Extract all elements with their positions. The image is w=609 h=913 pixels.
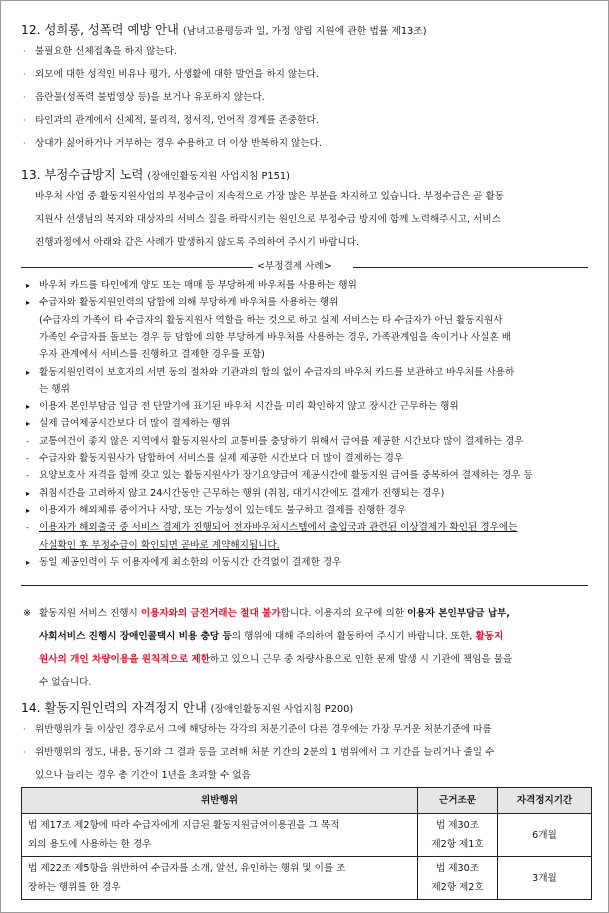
case-item: 실제 급여제공시간보다 더 많이 결제하는 행위 [39,418,231,430]
case-item: 동일 제공인력이 두 이용자에게 최소한의 이동시간 간격없이 결제한 경우 [39,556,342,568]
reference-mark: ※ [23,608,32,619]
divider [21,585,588,586]
case-item: 바우처 카드를 타인에게 양도 또는 매매 등 부당하게 바우처를 사용하는 행위 [39,280,357,291]
case-item: 이용자가 해외출국 중 서비스 결제가 진행되어 전자바우처시스템에서 출입국과 관련된 이상결제가 확인된 경우에는 [39,522,518,534]
case-item-continued: 는 행위 [39,383,70,395]
section-12-heading [21,22,427,40]
list-item: 위반행위가 둘 이상인 경우로서 그에 해당하는 각각의 처분기준이 다른 경우에는 가장 무거운 처분기준에 따름 [35,724,492,735]
list-item: 위반행위의 정도, 내용, 동기와 그 결과 등을 고려해 처분 기간의 2분의 1 범위에서 그 기간을 늘리거나 줄일 수 [35,747,495,758]
case-item-continued: 우자 관계에서 서비스를 진행하고 결제한 경우를 포함) [39,349,265,361]
case-item: 수급자와 활동지원인력의 담합에 의해 부당하게 바우처를 사용하는 행위 [39,297,339,309]
case-item: 요양보호사 자격을 함께 갖고 있는 활동지원사가 장기요양급여 제공시간에 활동지원 급여를 중복하여 결제하는 경우 등 [39,470,533,482]
case-item: 이용자 본인부담금 입금 전 단말기에 표기된 바우처 시간을 미리 확인하지 않고 장시간 근무하는 행위 [39,401,459,413]
column-header: 근거조문 [418,788,498,814]
list-item: 불필요한 신체접촉을 하지 않는다. [35,46,177,57]
triangle-bullet-icon: ▸ [26,419,31,429]
case-item: 이용자가 해외체류 중이거나 사망, 또는 가능성이 있는데도 불구하고 결제를 진행한 경우 [39,504,407,516]
dash-bullet: - [26,454,29,463]
paragraph-line: 지원사 선생님의 복지와 대상자의 서비스 질을 하락시키는 원인으로 부정수급 방지에 함께 노력해주시고, 서비스 [35,214,501,225]
list-bullet: · [23,748,26,757]
list-item: 타인과의 관계에서 신체적, 물리적, 정서적, 언어적 경계를 존중한다. [35,115,319,126]
qualification-suspension-table [21,787,592,900]
list-bullet: · [23,93,26,102]
violation-cell: 법 제17조 제2항에 따라 수급자에게 지급된 활동지원급여이용권을 그 목적 외의 용도에 사용하는 한 경우 [22,814,418,857]
case-item-continued: (수급자의 가족이 타 수급자의 활동지원사 역할을 하는 것으로 하고 실제 서비스는 타 수급자가 아닌 활동지원사 [39,314,503,326]
list-item: 음란물(성폭력 불법영상 등)을 보거나 유포하지 않는다. [35,92,265,103]
period-cell: 6개월 [498,814,592,857]
case-item: 활동지원인력이 보호자의 서면 동의 절차와 기관과의 합의 없이 수급자의 바우처 카드를 보관하고 바우처를 사용하 [39,366,515,378]
triangle-bullet-icon: ▸ [26,557,31,567]
period-cell: 3개월 [498,857,592,900]
triangle-bullet-icon: ▸ [26,281,31,290]
table-row [22,814,592,857]
basis-cell: 법 제30조 제2항 제2호 [418,857,498,900]
violation-cell: 법 제22조 제5항을 위반하여 수급자를 소개, 알선, 유인하는 행위 및 이를 조 장하는 행위를 한 경우 [22,857,418,900]
dash-bullet: - [26,436,29,446]
table-header-row [22,788,592,814]
notice-line: 활동지원 서비스 진행시 이용자와의 금전거래는 절대 불가합니다. 이용자의 요구에 의한 이용자 본인부담금 납부, [39,608,511,619]
dash-bullet: - [26,471,29,481]
case-item-continued: 가족인 수급자를 돌보는 경우 등 담합에 의한 부당하게 바우처를 사용하는 경우, 가족관계임을 속이거나 사실혼 배 [39,331,512,343]
paragraph-line: 진행과정에서 아래와 같은 사례가 발생하지 않도록 주의하여 주시기 바랍니다. [35,237,360,248]
list-bullet: · [23,116,26,125]
list-bullet: · [23,139,26,148]
notice-line: 사회서비스 진행시 장애인콜택시 비용 충당 등의 행위에 대해 주의하여 활동하여 주시기 바랍니다. 또한, 활동지 [39,631,504,642]
list-item: 상대가 싫어하거나 거부하는 경우 수용하고 더 이상 반복하지 않는다. [35,138,322,149]
case-item: 수급자와 활동지원사가 담합하여 서비스를 실제 제공한 시간보다 더 많이 결제하는 경우 [39,453,404,464]
list-bullet: · [23,70,26,79]
triangle-bullet-icon: ▸ [26,298,31,308]
table-row [22,857,592,900]
section-14-ref: (장애인활동지원 사업지침 P200) [210,704,354,715]
section-12-ref: (남녀고용평등과 일, 가정 양립 지원에 관한 법률 제13조) [182,26,427,37]
cases-title: <부정결제 사례> [257,261,332,272]
triangle-bullet-icon: ▸ [26,488,31,498]
list-item: 외모에 대한 성적인 비유나 평가, 사생활에 대한 발언을 하지 않는다. [35,69,319,80]
basis-cell: 법 제30조 제2항 제1호 [418,814,498,857]
paragraph-line: 바우처 사업 중 활동지원사업의 부정수급이 지속적으로 가장 많은 부분을 차지하고 있습니다. 부정수급은 곧 활동 [35,191,505,202]
triangle-bullet-icon: ▸ [26,367,31,377]
column-header: 위반행위 [22,788,418,814]
section-13-ref: (장애인활동지원 사업지침 P151) [147,171,290,182]
notice-line: 수 없습니다. [39,677,92,688]
case-item-continued: 사실확인 후 부정수급이 확인되면 곧바로 계약해지됩니다. [39,539,280,551]
section-14-heading [21,700,353,718]
dash-bullet: - [26,523,29,533]
list-item-continued: 있으나 늘리는 경우 총 기간이 1년을 초과할 수 없음 [35,770,251,781]
section-14-title: 14. 활동지원인력의 자격정지 안내 [21,701,207,715]
list-bullet: · [23,725,26,734]
case-item: 취침시간을 고려하지 않고 24시간동안 근무하는 행위 (취침, 대기시간에도 결제가 진행되는 경우) [39,487,445,499]
divider [21,267,253,268]
triangle-bullet-icon: ▸ [26,505,31,515]
section-12-title: 12. 성희롱, 성폭력 예방 안내 [21,23,179,37]
column-header: 자격정지기간 [498,788,592,814]
triangle-bullet-icon: ▸ [26,402,31,412]
divider [353,267,588,268]
section-13-heading [21,167,290,185]
section-13-title: 13. 부정수급방지 노력 [21,168,144,182]
case-item: 교통여건이 좋지 않은 지역에서 활동지원사의 교통비를 충당하기 위해서 급여를 제공한 시간보다 많이 결제하는 경우 [39,435,524,447]
list-bullet: · [23,47,26,56]
notice-line: 원사의 개인 차량이용을 원칙적으로 제한하고 있으니 근무 중 차량사용으로 인한 문제 발생 시 기관에 책임을 물을 [39,654,513,665]
